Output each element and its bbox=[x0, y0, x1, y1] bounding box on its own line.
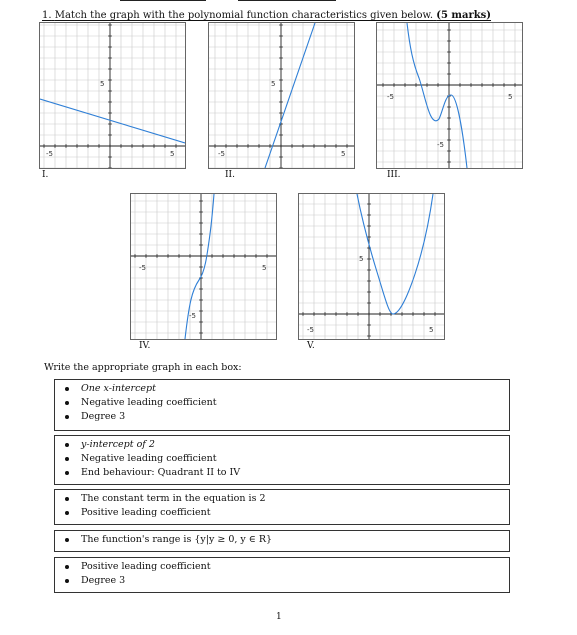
graph-1 bbox=[39, 22, 186, 169]
answer-box-1[interactable] bbox=[54, 379, 510, 431]
box-2-item-1 bbox=[65, 438, 509, 452]
graph-4-tick-y-neg: -5 bbox=[189, 312, 196, 320]
graph-4-tick-x-neg: -5 bbox=[139, 264, 146, 272]
graph-4-grid bbox=[131, 194, 276, 339]
answer-box-2[interactable] bbox=[54, 435, 510, 485]
graph-5-plot bbox=[299, 194, 444, 339]
graph-1-tick-y-pos: 5 bbox=[100, 80, 105, 88]
box-1-item-2: Negative leading coefficient bbox=[65, 396, 509, 410]
question-number: 1. bbox=[42, 10, 52, 21]
graph-5-tick-x-pos: 5 bbox=[429, 326, 434, 334]
question-text: Match the graph with the polynomial function characteristics given below. bbox=[54, 10, 434, 21]
graph-3-plot bbox=[377, 23, 522, 168]
answer-box-3[interactable] bbox=[54, 489, 510, 525]
graph-1-label: I. bbox=[42, 170, 49, 180]
graph-2-label: II. bbox=[225, 170, 235, 180]
graph-2 bbox=[208, 22, 355, 169]
box-5-item-1: Positive leading coefficient bbox=[65, 560, 509, 574]
graph-5-curve bbox=[357, 194, 433, 314]
box-1-item-3: Degree 3 bbox=[65, 410, 509, 424]
graph-4-tick-x-pos: 5 bbox=[262, 264, 267, 272]
box-5-item-2: Degree 3 bbox=[65, 574, 509, 588]
question-marks: (5 marks) bbox=[436, 10, 492, 21]
graph-1-curve bbox=[40, 99, 185, 143]
graph-2-tick-x-neg: -5 bbox=[218, 150, 225, 158]
answer-box-5[interactable] bbox=[54, 557, 510, 593]
answer-box-4[interactable] bbox=[54, 530, 510, 552]
header-rule-right bbox=[238, 0, 336, 1]
graph-1-grid bbox=[40, 23, 185, 168]
graph-4-plot bbox=[131, 194, 276, 339]
box-3-item-1: The constant term in the equation is 2 bbox=[65, 492, 509, 506]
graph-3-tick-x-neg: -5 bbox=[387, 93, 394, 101]
header-rule-left bbox=[120, 0, 206, 1]
graph-1-plot bbox=[40, 23, 185, 168]
graph-2-plot bbox=[209, 23, 354, 168]
box-2-item-3: End behaviour: Quadrant II to IV bbox=[65, 466, 509, 480]
graph-5-tick-y-pos: 5 bbox=[359, 255, 364, 263]
graph-4 bbox=[130, 193, 277, 340]
graph-1-tick-x-pos: 5 bbox=[170, 150, 175, 158]
graph-4-label: IV. bbox=[139, 341, 151, 351]
page-number: 1 bbox=[276, 612, 282, 622]
box-3-item-2: Positive leading coefficient bbox=[65, 506, 509, 520]
graph-5 bbox=[298, 193, 445, 340]
box-2-item-1-text: y-intercept of 2 bbox=[81, 439, 155, 450]
box-1-item-1 bbox=[65, 382, 509, 396]
graph-3 bbox=[376, 22, 523, 169]
box-4-item-1: The function's range is {y|y ≥ 0, y ∈ R} bbox=[65, 533, 509, 547]
graph-5-tick-x-neg: -5 bbox=[307, 326, 314, 334]
box-1-item-1-text: One x-intercept bbox=[81, 383, 156, 394]
box-2-item-2: Negative leading coefficient bbox=[65, 452, 509, 466]
question-heading bbox=[42, 10, 491, 21]
graph-5-label: V. bbox=[307, 341, 315, 351]
graph-3-tick-x-pos: 5 bbox=[508, 93, 513, 101]
graph-2-tick-y-pos: 5 bbox=[271, 80, 276, 88]
instruction-text: Write the appropriate graph in each box: bbox=[44, 362, 242, 373]
graph-3-tick-y-neg: -5 bbox=[437, 141, 444, 149]
graph-2-tick-x-pos: 5 bbox=[341, 150, 346, 158]
graph-2-grid bbox=[209, 23, 354, 168]
graph-5-grid bbox=[299, 194, 444, 339]
graph-3-label: III. bbox=[387, 170, 401, 180]
graph-1-tick-x-neg: -5 bbox=[46, 150, 53, 158]
